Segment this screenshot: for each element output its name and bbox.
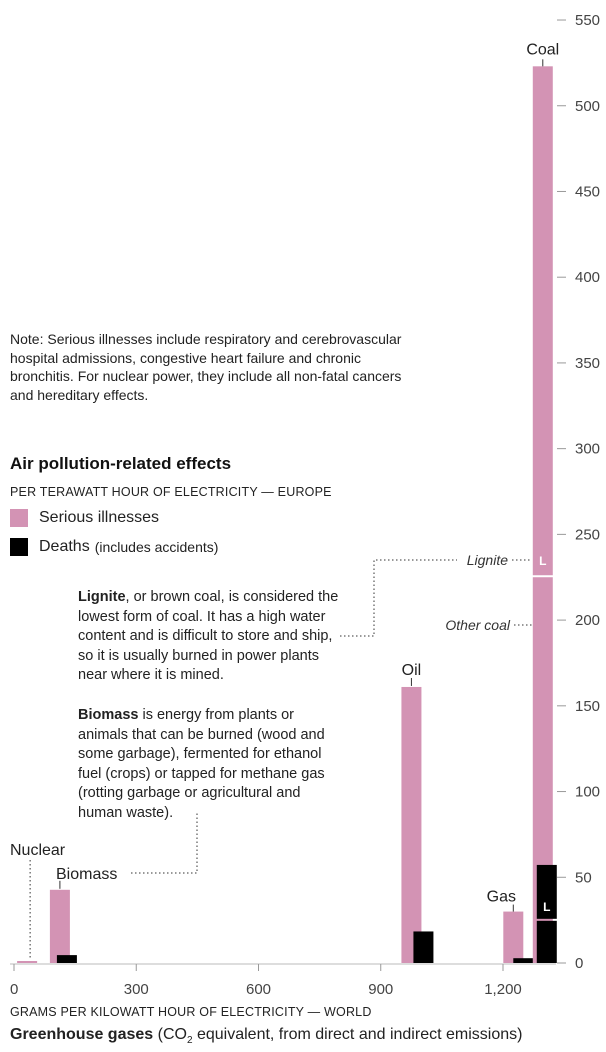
bar-illness-biomass bbox=[50, 890, 70, 963]
y-tick-label: 150 bbox=[575, 697, 601, 715]
annotation-other-coal: Other coal bbox=[445, 617, 510, 633]
lignite-marker-illness: L bbox=[539, 554, 547, 569]
lignite-text: , or brown coal, is considered the lowest form of coal. It has a high water content and is difficult to store and ship, so it is usually burned in power plants near where it is mined. bbox=[78, 589, 339, 683]
biomass-text: is energy from plants or animals that can be burned (wood and some garbage), fermented for ethanol fuel (crops) or tapped for methane gas (rotting garbage or agricultural and human waste). bbox=[78, 707, 325, 821]
x-axis-title-sub: 2 bbox=[186, 1035, 193, 1047]
biomass-description bbox=[78, 706, 340, 823]
annotation-lignite: Lignite bbox=[466, 552, 508, 568]
legend-item-deaths bbox=[10, 538, 218, 556]
bar-illness-lignite bbox=[533, 66, 553, 575]
lignite-marker-deaths: L bbox=[543, 899, 551, 914]
y-tick-label: 350 bbox=[575, 354, 601, 372]
biomass-term: Biomass bbox=[78, 707, 139, 723]
label-oil: Oil bbox=[401, 661, 422, 679]
x-tick-label: 0 bbox=[10, 981, 19, 998]
y-tick-label: 50 bbox=[575, 869, 592, 887]
y-tick-label: 400 bbox=[575, 269, 601, 287]
x-axis-title-rest-1: (CO bbox=[153, 1026, 187, 1043]
legend-title: Air pollution-related effects bbox=[10, 454, 232, 473]
x-tick-label: 1,200 bbox=[484, 981, 522, 998]
y-tick-label: 250 bbox=[575, 526, 601, 544]
bar-deaths-biomass bbox=[57, 955, 77, 963]
bar-deaths-other-coal bbox=[537, 921, 557, 963]
bar-illness-oil bbox=[401, 687, 421, 963]
label-gas: Gas bbox=[486, 888, 516, 906]
x-tick-label: 900 bbox=[368, 981, 394, 998]
legend-subtitle: PER TERAWATT HOUR OF ELECTRICITY — EUROPE bbox=[10, 485, 332, 499]
x-tick-label: 600 bbox=[245, 981, 272, 998]
bar-illness-gas bbox=[503, 912, 523, 963]
label-coal: Coal bbox=[526, 41, 560, 59]
lignite-term: Lignite bbox=[78, 589, 126, 605]
bar-illness-nuclear bbox=[17, 961, 37, 963]
y-tick-label: 450 bbox=[575, 183, 601, 201]
x-axis-title bbox=[10, 1026, 522, 1046]
y-tick-label: 0 bbox=[575, 955, 584, 972]
legend-illness-label: Serious illnesses bbox=[39, 509, 160, 526]
x-axis-label: GRAMS PER KILOWATT HOUR OF ELECTRICITY — WORLD bbox=[10, 1005, 372, 1019]
y-axis bbox=[557, 12, 600, 972]
y-tick-label: 500 bbox=[575, 97, 601, 115]
label-nuclear: Nuclear bbox=[10, 842, 66, 859]
x-axis-title-bold: Greenhouse gases bbox=[10, 1026, 154, 1043]
chart-note: Note: Serious illnesses include respiratory and cerebrovascular hospital admissions, congestive heart failure and chronic bronchitis. For nuclear power, they include all non-fatal cancers and hereditary effects. bbox=[10, 331, 402, 403]
x-tick-label: 300 bbox=[123, 981, 149, 998]
deaths-swatch bbox=[10, 538, 28, 556]
bar-deaths-gas bbox=[513, 958, 533, 963]
x-axis bbox=[10, 964, 556, 998]
legend-deaths-extra: (includes accidents) bbox=[94, 539, 219, 555]
legend-deaths-label: Deaths bbox=[39, 538, 90, 555]
y-tick-label: 200 bbox=[575, 612, 601, 630]
y-tick-label: 550 bbox=[575, 12, 601, 30]
x-axis-title-rest-2: equivalent, from direct and indirect emissions) bbox=[192, 1026, 523, 1043]
legend-item-illness bbox=[10, 509, 159, 527]
lignite-description bbox=[78, 588, 340, 686]
y-tick-label: 100 bbox=[575, 783, 601, 801]
label-biomass: Biomass bbox=[56, 866, 118, 883]
lignite-desc-leader bbox=[340, 560, 457, 636]
bar-deaths-oil bbox=[413, 931, 433, 963]
y-tick-label: 300 bbox=[575, 440, 601, 458]
illness-swatch bbox=[10, 509, 28, 527]
